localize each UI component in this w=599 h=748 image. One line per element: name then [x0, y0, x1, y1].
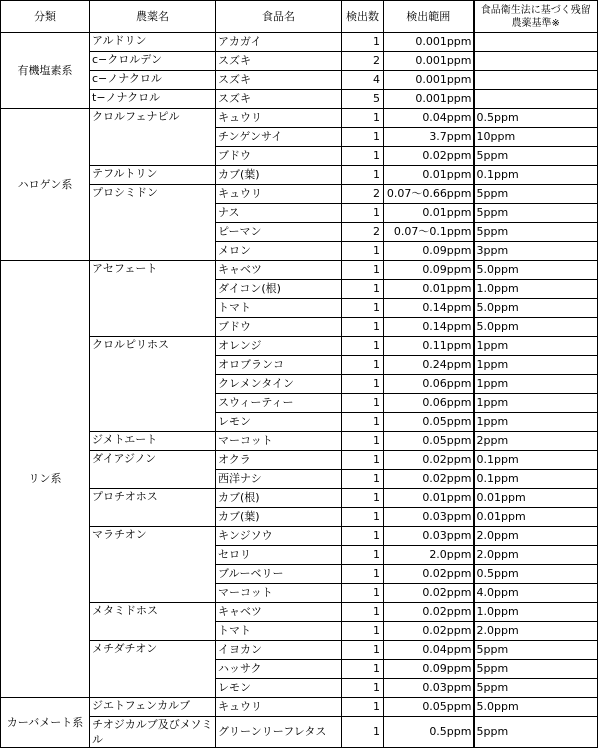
- pesticide-cell: ダイアジノン: [90, 451, 216, 489]
- range-cell: 0.05ppm: [384, 432, 474, 451]
- standard-cell: 1.0ppm: [474, 280, 598, 299]
- food-cell: ブドウ: [216, 147, 342, 166]
- range-cell: 0.07〜0.66ppm: [384, 185, 474, 204]
- food-cell: スズキ: [216, 71, 342, 90]
- table-row: [1, 527, 598, 546]
- standard-cell: 0.1ppm: [474, 166, 598, 185]
- standard-cell: 0.1ppm: [474, 470, 598, 489]
- food-cell: イヨカン: [216, 641, 342, 660]
- table-row: [1, 698, 598, 717]
- count-cell: 1: [342, 204, 384, 223]
- food-cell: グリーンリーフレタス: [216, 717, 342, 748]
- food-cell: ピーマン: [216, 223, 342, 242]
- range-cell: 0.05ppm: [384, 698, 474, 717]
- range-cell: 0.04ppm: [384, 109, 474, 128]
- pesticide-cell: アルドリン: [90, 33, 216, 52]
- range-cell: 0.02ppm: [384, 147, 474, 166]
- range-cell: 0.001ppm: [384, 90, 474, 109]
- table-row: [1, 261, 598, 280]
- range-cell: 2.0ppm: [384, 546, 474, 565]
- pesticide-cell: テフルトリン: [90, 166, 216, 185]
- standard-cell: 1.0ppm: [474, 603, 598, 622]
- table-row: [1, 641, 598, 660]
- standard-cell: 1ppm: [474, 337, 598, 356]
- range-cell: 0.09ppm: [384, 242, 474, 261]
- standard-cell: 5ppm: [474, 660, 598, 679]
- pesticide-cell: プロシミドン: [90, 185, 216, 261]
- food-cell: キャベツ: [216, 603, 342, 622]
- standard-cell: 5ppm: [474, 185, 598, 204]
- pesticide-cell: t−ノナクロル: [90, 90, 216, 109]
- count-cell: 1: [342, 470, 384, 489]
- food-cell: メロン: [216, 242, 342, 261]
- standard-cell: 1ppm: [474, 375, 598, 394]
- header-category: 分類: [1, 1, 90, 33]
- range-cell: 0.01ppm: [384, 280, 474, 299]
- standard-cell: 1ppm: [474, 356, 598, 375]
- standard-cell: 2ppm: [474, 432, 598, 451]
- count-cell: 5: [342, 90, 384, 109]
- range-cell: 0.02ppm: [384, 584, 474, 603]
- table-row: [1, 185, 598, 204]
- count-cell: 1: [342, 375, 384, 394]
- food-cell: キュウリ: [216, 109, 342, 128]
- food-cell: マーコット: [216, 584, 342, 603]
- count-cell: 1: [342, 584, 384, 603]
- standard-cell: 0.5ppm: [474, 109, 598, 128]
- count-cell: 1: [342, 717, 384, 748]
- count-cell: 1: [342, 109, 384, 128]
- range-cell: 0.11ppm: [384, 337, 474, 356]
- range-cell: 0.02ppm: [384, 565, 474, 584]
- range-cell: 0.03ppm: [384, 679, 474, 698]
- pesticide-cell: メタミドホス: [90, 603, 216, 641]
- pesticide-cell: クロルピリホス: [90, 337, 216, 432]
- category-cell: リン系: [1, 261, 90, 698]
- food-cell: キンジソウ: [216, 527, 342, 546]
- count-cell: 1: [342, 147, 384, 166]
- food-cell: カブ(葉): [216, 166, 342, 185]
- header-row: [1, 1, 598, 33]
- standard-cell: 5.0ppm: [474, 261, 598, 280]
- food-cell: ダイコン(根): [216, 280, 342, 299]
- food-cell: ブドウ: [216, 318, 342, 337]
- standard-cell: 5ppm: [474, 641, 598, 660]
- range-cell: 0.02ppm: [384, 451, 474, 470]
- count-cell: 1: [342, 622, 384, 641]
- table-row: [1, 71, 598, 90]
- food-cell: セロリ: [216, 546, 342, 565]
- standard-cell: 5ppm: [474, 204, 598, 223]
- pesticide-cell: ジメトエート: [90, 432, 216, 451]
- count-cell: 1: [342, 261, 384, 280]
- table-body: [1, 33, 598, 748]
- range-cell: 0.05ppm: [384, 413, 474, 432]
- food-cell: オレンジ: [216, 337, 342, 356]
- count-cell: 1: [342, 546, 384, 565]
- count-cell: 1: [342, 33, 384, 52]
- count-cell: 2: [342, 223, 384, 242]
- range-cell: 3.7ppm: [384, 128, 474, 147]
- food-cell: カブ(葉): [216, 508, 342, 527]
- standard-cell: 0.5ppm: [474, 565, 598, 584]
- category-cell: カーバメート系: [1, 698, 90, 748]
- standard-cell: 3ppm: [474, 242, 598, 261]
- pesticide-cell: マラチオン: [90, 527, 216, 603]
- range-cell: 0.02ppm: [384, 603, 474, 622]
- table-row: [1, 109, 598, 128]
- standard-cell: 1ppm: [474, 394, 598, 413]
- range-cell: 0.03ppm: [384, 527, 474, 546]
- pesticide-cell: c−クロルデン: [90, 52, 216, 71]
- table-row: [1, 489, 598, 508]
- standard-cell: 5ppm: [474, 147, 598, 166]
- pesticide-cell: ジエトフェンカルブ: [90, 698, 216, 717]
- count-cell: 1: [342, 451, 384, 470]
- count-cell: 1: [342, 242, 384, 261]
- count-cell: 1: [342, 679, 384, 698]
- pesticide-cell: プロチオホス: [90, 489, 216, 527]
- standard-cell: 5ppm: [474, 679, 598, 698]
- count-cell: 1: [342, 603, 384, 622]
- standard-cell: 4.0ppm: [474, 584, 598, 603]
- count-cell: 1: [342, 698, 384, 717]
- food-cell: キュウリ: [216, 698, 342, 717]
- food-cell: キュウリ: [216, 185, 342, 204]
- count-cell: 2: [342, 185, 384, 204]
- standard-cell: 5.0ppm: [474, 299, 598, 318]
- count-cell: 1: [342, 489, 384, 508]
- food-cell: チンゲンサイ: [216, 128, 342, 147]
- table-row: [1, 33, 598, 52]
- range-cell: 0.02ppm: [384, 622, 474, 641]
- pesticide-cell: クロルフェナピル: [90, 109, 216, 166]
- food-cell: キャベツ: [216, 261, 342, 280]
- range-cell: 0.01ppm: [384, 166, 474, 185]
- count-cell: 1: [342, 641, 384, 660]
- count-cell: 1: [342, 394, 384, 413]
- standard-cell: 2.0ppm: [474, 527, 598, 546]
- standard-cell: 0.01ppm: [474, 489, 598, 508]
- count-cell: 1: [342, 166, 384, 185]
- count-cell: 2: [342, 52, 384, 71]
- food-cell: マーコット: [216, 432, 342, 451]
- standard-cell: [474, 52, 598, 71]
- standard-cell: [474, 71, 598, 90]
- standard-cell: 0.1ppm: [474, 451, 598, 470]
- food-cell: トマト: [216, 622, 342, 641]
- count-cell: 1: [342, 337, 384, 356]
- food-cell: レモン: [216, 413, 342, 432]
- food-cell: スズキ: [216, 90, 342, 109]
- range-cell: 0.001ppm: [384, 71, 474, 90]
- pesticide-cell: c−ノナクロル: [90, 71, 216, 90]
- food-cell: トマト: [216, 299, 342, 318]
- count-cell: 1: [342, 660, 384, 679]
- standard-cell: 5ppm: [474, 717, 598, 748]
- food-cell: ハッサク: [216, 660, 342, 679]
- category-cell: 有機塩素系: [1, 33, 90, 109]
- table-row: [1, 717, 598, 748]
- range-cell: 0.07〜0.1ppm: [384, 223, 474, 242]
- range-cell: 0.06ppm: [384, 394, 474, 413]
- range-cell: 0.06ppm: [384, 375, 474, 394]
- table-row: [1, 337, 598, 356]
- range-cell: 0.09ppm: [384, 261, 474, 280]
- food-cell: レモン: [216, 679, 342, 698]
- range-cell: 0.14ppm: [384, 299, 474, 318]
- table-row: [1, 90, 598, 109]
- food-cell: オロブランコ: [216, 356, 342, 375]
- pesticide-cell: チオジカルブ及びメソミル: [90, 717, 216, 748]
- standard-cell: 5.0ppm: [474, 698, 598, 717]
- standard-cell: 2.0ppm: [474, 622, 598, 641]
- standard-cell: 0.01ppm: [474, 508, 598, 527]
- range-cell: 0.001ppm: [384, 52, 474, 71]
- range-cell: 0.001ppm: [384, 33, 474, 52]
- food-cell: スウィーティー: [216, 394, 342, 413]
- range-cell: 0.24ppm: [384, 356, 474, 375]
- standard-cell: [474, 90, 598, 109]
- food-cell: ナス: [216, 204, 342, 223]
- count-cell: 1: [342, 128, 384, 147]
- pesticide-cell: アセフェート: [90, 261, 216, 337]
- range-cell: 0.01ppm: [384, 489, 474, 508]
- table-row: [1, 166, 598, 185]
- header-range: 検出範囲: [384, 1, 474, 33]
- food-cell: オクラ: [216, 451, 342, 470]
- table-row: [1, 432, 598, 451]
- count-cell: 1: [342, 432, 384, 451]
- food-cell: クレメンタイン: [216, 375, 342, 394]
- count-cell: 1: [342, 318, 384, 337]
- food-cell: アカガイ: [216, 33, 342, 52]
- count-cell: 1: [342, 413, 384, 432]
- header-pesticide: 農薬名: [90, 1, 216, 33]
- header-standard: 食品衛生法に基づく残留農薬基準※: [474, 1, 598, 33]
- standard-cell: 1ppm: [474, 413, 598, 432]
- food-cell: カブ(根): [216, 489, 342, 508]
- header-food: 食品名: [216, 1, 342, 33]
- count-cell: 4: [342, 71, 384, 90]
- count-cell: 1: [342, 508, 384, 527]
- range-cell: 0.02ppm: [384, 470, 474, 489]
- category-cell: ハロゲン系: [1, 109, 90, 261]
- header-count: 検出数: [342, 1, 384, 33]
- table-row: [1, 451, 598, 470]
- range-cell: 0.14ppm: [384, 318, 474, 337]
- food-cell: ブルーベリー: [216, 565, 342, 584]
- count-cell: 1: [342, 527, 384, 546]
- table-row: [1, 52, 598, 71]
- count-cell: 1: [342, 356, 384, 375]
- count-cell: 1: [342, 565, 384, 584]
- range-cell: 0.09ppm: [384, 660, 474, 679]
- range-cell: 0.01ppm: [384, 204, 474, 223]
- standard-cell: 2.0ppm: [474, 546, 598, 565]
- range-cell: 0.04ppm: [384, 641, 474, 660]
- range-cell: 0.5ppm: [384, 717, 474, 748]
- pesticide-cell: メチダチオン: [90, 641, 216, 698]
- standard-cell: 5ppm: [474, 223, 598, 242]
- count-cell: 1: [342, 299, 384, 318]
- food-cell: スズキ: [216, 52, 342, 71]
- count-cell: 1: [342, 280, 384, 299]
- food-cell: 西洋ナシ: [216, 470, 342, 489]
- standard-cell: [474, 33, 598, 52]
- standard-cell: 5.0ppm: [474, 318, 598, 337]
- standard-cell: 10ppm: [474, 128, 598, 147]
- table-row: [1, 603, 598, 622]
- range-cell: 0.03ppm: [384, 508, 474, 527]
